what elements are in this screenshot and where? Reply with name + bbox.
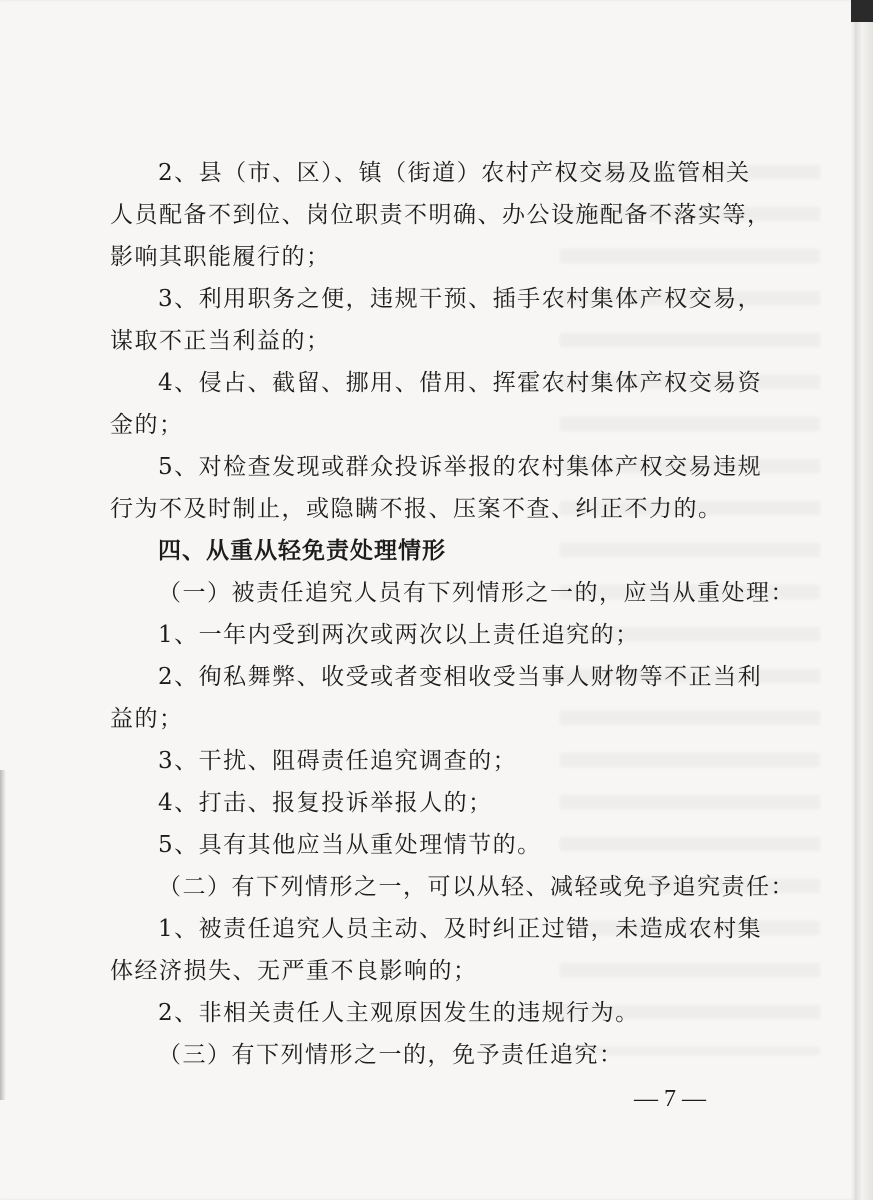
text-line: 2、非相关责任人主观原因发生的违规行为。	[158, 1000, 640, 1026]
text-line: 3、利用职务之便，违规干预、插手农村集体产权交易，	[158, 286, 763, 312]
text-line: 行为不及时制止，或隐瞒不报、压案不查、纠正不力的。	[110, 496, 723, 522]
text-line: 4、打击、报复投诉举报人的；	[158, 790, 493, 816]
page-edge-shadow	[855, 0, 873, 1200]
text-line: 谋取不正当利益的；	[110, 328, 331, 354]
text-line: 1、被责任追究人员主动、及时纠正过错，未造成农村集	[158, 916, 763, 942]
document-body	[110, 152, 795, 1076]
scan-corner-shadow	[851, 0, 873, 22]
text-line: （三）有下列情形之一的，免予责任追究：	[158, 1042, 624, 1068]
text-line: 益的；	[110, 706, 184, 732]
binding-shadow	[0, 770, 6, 1100]
text-line: 4、侵占、截留、挪用、借用、挥霍农村集体产权交易资	[158, 370, 763, 396]
page-number: — 7 —	[634, 1086, 706, 1112]
text-line: 2、县（市、区）、镇（街道）农村产权交易及监管相关	[158, 160, 751, 186]
text-line: 5、对检查发现或群众投诉举报的农村集体产权交易违规	[158, 454, 763, 480]
text-line: 5、具有其他应当从重处理情节的。	[158, 832, 542, 858]
text-line: （二）有下列情形之一，可以从轻、减轻或免予追究责任：	[158, 874, 795, 900]
text-line: 3、干扰、阻碍责任追究调查的；	[158, 748, 518, 774]
text-line: 人员配备不到位、岗位职责不明确、办公设施配备不落实等，	[110, 202, 772, 228]
text-line: （一）被责任追究人员有下列情形之一的，应当从重处理：	[158, 580, 795, 606]
text-line: 金的；	[110, 412, 184, 438]
section-heading: 四、从重从轻免责处理情形	[158, 538, 446, 564]
text-line: 1、一年内受到两次或两次以上责任追究的；	[158, 622, 640, 648]
text-line: 2、徇私舞弊、收受或者变相收受当事人财物等不正当利	[158, 664, 763, 690]
text-line: 体经济损失、无严重不良影响的；	[110, 958, 478, 984]
text-line: 影响其职能履行的；	[110, 244, 331, 270]
